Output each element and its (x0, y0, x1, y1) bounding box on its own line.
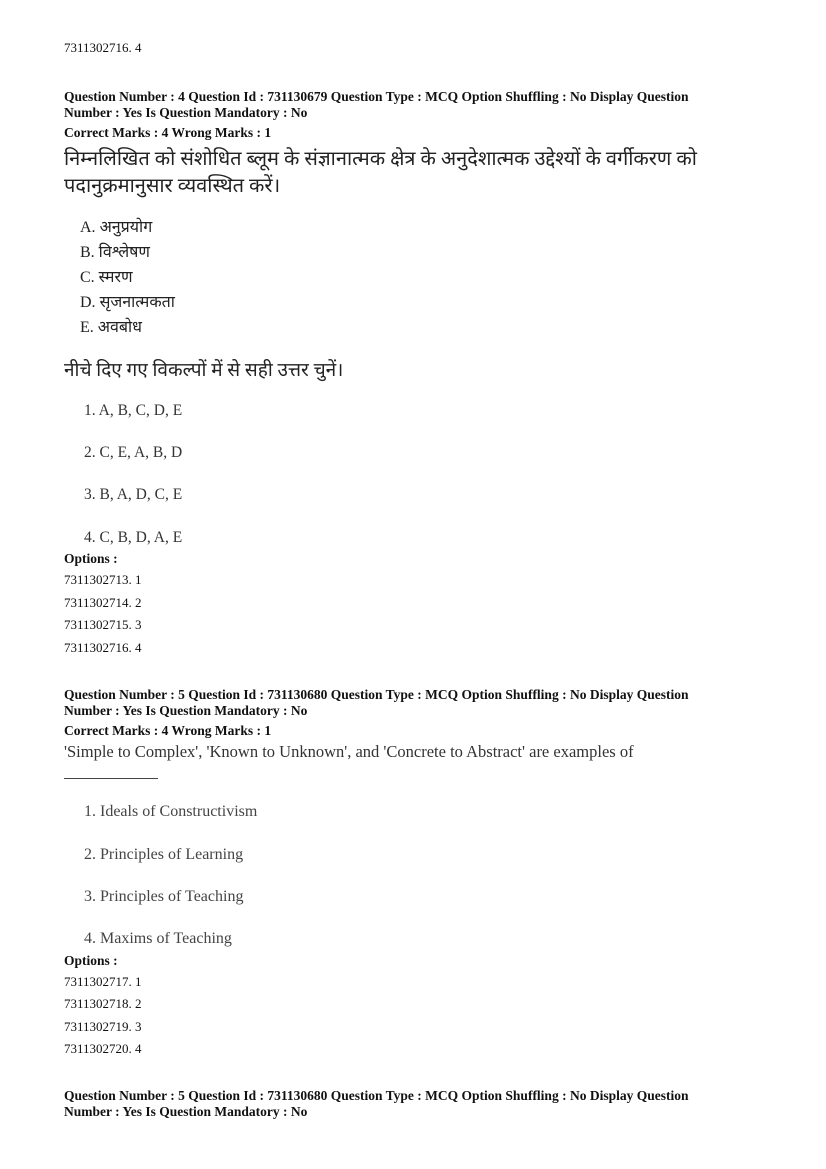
question-4-item-e (80, 318, 142, 338)
question-4-options-label: Options : (64, 551, 118, 566)
item-letter: E. (80, 319, 94, 336)
question-5-choice-2: 2. Principles of Learning (84, 846, 244, 863)
question-5-choice-3: 3. Principles of Teaching (84, 888, 244, 905)
question-5-option-id-3: 7311302719. 3 (64, 1019, 142, 1034)
question-5-marks: Correct Marks : 4 Wrong Marks : 1 (64, 723, 272, 738)
question-5-option-id-2: 7311302718. 2 (64, 996, 142, 1011)
question-4-item-c (80, 268, 133, 288)
question-4-choice-1: 1. A, B, C, D, E (84, 402, 183, 419)
question-4-stem-line1: निम्नलिखित को संशोधित ब्लूम के संज्ञानात्मक क्षेत्र के अनुदेशात्मक उद्देश्यों के वर्गीकरण को (64, 148, 697, 170)
previous-option-id: 7311302716. 4 (64, 40, 142, 55)
item-text: अवबोध (97, 319, 143, 336)
item-text: सृजनात्मकता (99, 294, 175, 311)
question-4-option-id-1: 7311302713. 1 (64, 572, 142, 587)
question-5-stem: 'Simple to Complex', 'Known to Unknown', and 'Concrete to Abstract' are examples of (64, 742, 634, 761)
question-5-repeat-header-line1: Question Number : 5 Question Id : 731130680 Question Type : MCQ Option Shuffling : No Display Question (64, 1088, 689, 1103)
question-4-stem-line2: पदानुक्रमानुसार व्यवस्थित करें। (64, 175, 281, 197)
item-text: स्मरण (98, 269, 133, 286)
question-4-marks: Correct Marks : 4 Wrong Marks : 1 (64, 125, 272, 140)
question-4-choice-3: 3. B, A, D, C, E (84, 486, 183, 503)
item-letter: A. (80, 219, 96, 236)
question-5-header-line2: Number : Yes Is Question Mandatory : No (64, 703, 308, 718)
question-4-instruction: नीचे दिए गए विकल्पों में से सही उत्तर चुनें। (64, 360, 344, 381)
question-5-header-line1: Question Number : 5 Question Id : 731130680 Question Type : MCQ Option Shuffling : No Display Question (64, 687, 689, 702)
question-4-option-id-4: 7311302716. 4 (64, 640, 142, 655)
question-4-header-line2: Number : Yes Is Question Mandatory : No (64, 105, 308, 120)
question-4-item-b (80, 243, 150, 263)
item-text: अनुप्रयोग (99, 219, 153, 236)
item-letter: D. (80, 294, 96, 311)
item-letter: B. (80, 244, 95, 261)
question-4-option-id-3: 7311302715. 3 (64, 617, 142, 632)
question-4-header-line1: Question Number : 4 Question Id : 731130679 Question Type : MCQ Option Shuffling : No Display Question (64, 89, 689, 104)
question-4-choice-2: 2. C, E, A, B, D (84, 444, 183, 461)
blank-line (64, 778, 158, 779)
item-text: विश्लेषण (98, 244, 150, 261)
question-4-item-a (80, 218, 152, 238)
question-4-option-id-2: 7311302714. 2 (64, 595, 142, 610)
question-5-options-label: Options : (64, 953, 118, 968)
question-5-repeat-header-line2: Number : Yes Is Question Mandatory : No (64, 1104, 308, 1119)
question-4-item-d (80, 293, 175, 313)
question-5-choice-4: 4. Maxims of Teaching (84, 930, 232, 947)
item-letter: C. (80, 269, 95, 286)
question-5-option-id-4: 7311302720. 4 (64, 1041, 142, 1056)
question-5-choice-1: 1. Ideals of Constructivism (84, 803, 258, 820)
question-5-option-id-1: 7311302717. 1 (64, 974, 142, 989)
question-4-choice-4: 4. C, B, D, A, E (84, 529, 183, 546)
